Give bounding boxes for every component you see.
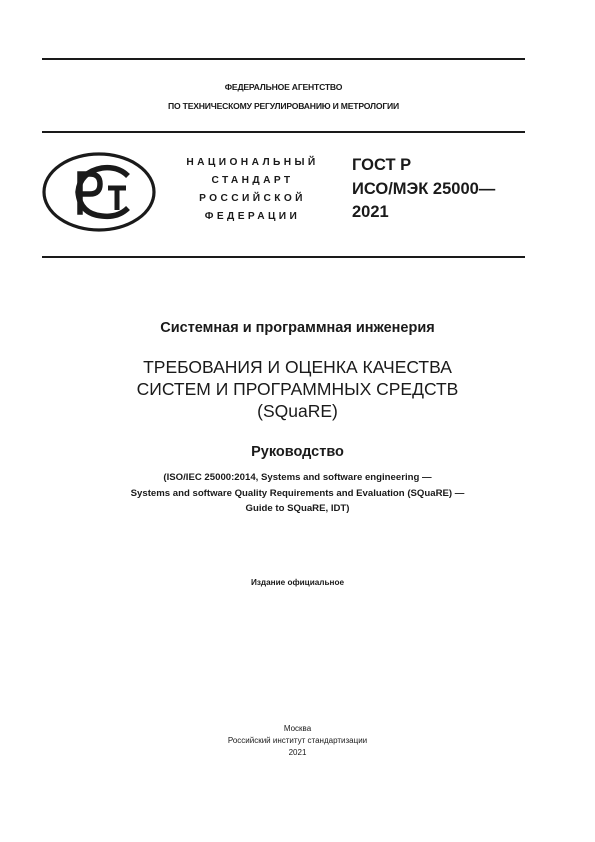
- designation-line-1: ГОСТ Р: [352, 156, 412, 174]
- national-standard-line-3: РОССИЙСКОЙ: [199, 193, 306, 204]
- title-line-3: (SQuaRE): [257, 401, 338, 421]
- iso-line-2: Systems and software Quality Requirements and Evaluation (SQuaRE) —: [130, 487, 465, 499]
- designation-line-2: ИСО/МЭК 25000—: [352, 179, 496, 198]
- imprint-publisher: Российский институт стандартизации: [227, 736, 368, 745]
- designation-line-3: 2021: [352, 203, 389, 221]
- national-standard-line-2: СТАНДАРТ: [211, 175, 294, 186]
- national-standard-line-1: НАЦИОНАЛЬНЫЙ: [186, 157, 319, 168]
- national-standard-line-4: ФЕДЕРАЦИИ: [204, 211, 301, 222]
- title-line-2: СИСТЕМ И ПРОГРАММНЫХ СРЕДСТВ: [136, 379, 459, 399]
- imprint: [42, 723, 553, 759]
- document-subtitle: Системная и программная инженерия: [160, 320, 435, 336]
- agency-line-1: ФЕДЕРАЛЬНОЕ АГЕНТСТВО: [224, 82, 343, 92]
- imprint-city: Москва: [283, 724, 312, 733]
- document-title: [42, 356, 553, 422]
- document-part: Руководство: [251, 444, 344, 460]
- agency-line-2: ПО ТЕХНИЧЕСКОМУ РЕГУЛИРОВАНИЮ И МЕТРОЛОГИИ: [168, 101, 399, 111]
- middle-rule: [42, 131, 525, 133]
- standard-designation: [352, 154, 495, 225]
- top-rule: [42, 58, 525, 60]
- imprint-year: 2021: [288, 748, 307, 757]
- iso-line-3: Guide to SQuaRE, IDT): [245, 503, 350, 514]
- national-standard-label: [175, 154, 330, 226]
- edition-note: Издание официальное: [250, 578, 345, 587]
- iso-line-1: (ISO/IEC 25000:2014, Systems and software engineering —: [163, 472, 432, 483]
- title-line-1: ТРЕБОВАНИЯ И ОЦЕНКА КАЧЕСТВА: [143, 357, 452, 377]
- iso-reference: [42, 470, 553, 517]
- bottom-rule: [42, 256, 525, 258]
- rst-mark-icon: [42, 152, 156, 232]
